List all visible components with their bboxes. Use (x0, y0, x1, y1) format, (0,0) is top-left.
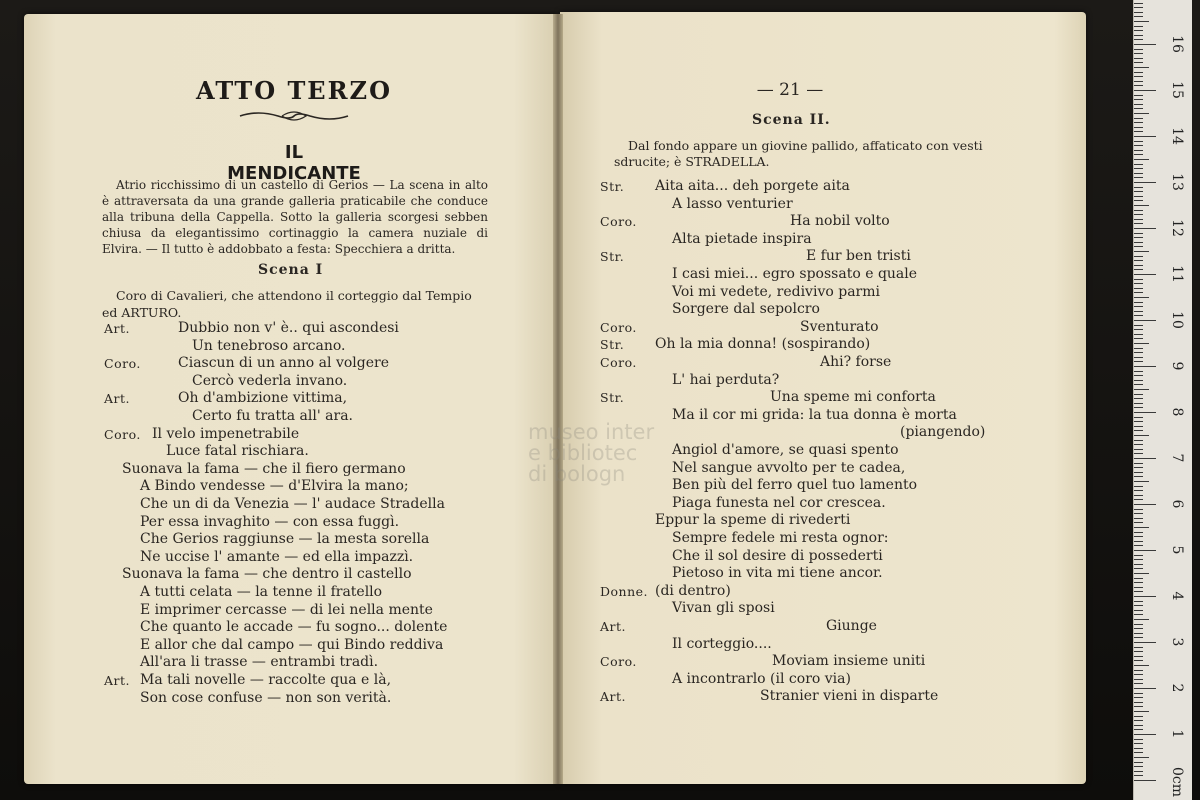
ruler-tick (1134, 127, 1143, 128)
ruler-tick (1134, 122, 1143, 123)
ruler-tick (1134, 780, 1156, 781)
ruler-tick (1134, 453, 1143, 454)
ruler-number: 5 (1169, 545, 1185, 555)
ruler-tick (1134, 463, 1143, 464)
ruler-tick (1134, 223, 1143, 224)
verse-line: Ciascun di un anno al volgere (178, 355, 389, 372)
verse-line: All'ara li trasse — entrambi tradì. (140, 654, 379, 671)
ruler-tick (1134, 159, 1149, 160)
ruler-tick (1134, 173, 1143, 174)
ruler-tick (1134, 380, 1143, 381)
ruler-tick (1134, 366, 1156, 367)
ruler-tick (1134, 389, 1149, 390)
ruler-tick (1134, 177, 1143, 178)
ruler-tick (1134, 44, 1156, 45)
watermark-text (528, 422, 688, 485)
ruler-tick (1134, 16, 1143, 17)
ruler-tick (1134, 131, 1143, 132)
measurement-ruler (1133, 0, 1192, 800)
ruler-number: 9 (1169, 361, 1185, 371)
ruler-tick (1134, 757, 1149, 758)
speaker-label: Art. (104, 673, 130, 688)
verse-line: Ha nobil volto (790, 213, 890, 230)
ruler-tick (1134, 729, 1143, 730)
verse-line: Oh d'ambizione vittima, (178, 390, 348, 407)
ruler-number: 14 (1169, 127, 1185, 145)
verse-line: A lasso venturier (672, 195, 793, 212)
watermark-line: di bologn (528, 462, 626, 486)
ruler-tick (1134, 417, 1143, 418)
ruler-tick (1134, 605, 1143, 606)
ruler-tick (1134, 35, 1143, 36)
ruler-number: 12 (1169, 219, 1185, 237)
ruler-tick (1134, 265, 1143, 266)
verse-line: Ben più del ferro quel tuo lamento (672, 477, 918, 494)
ruler-tick (1134, 762, 1143, 763)
ruler-tick (1134, 555, 1143, 556)
ruler-tick (1134, 637, 1143, 638)
ruler-tick (1134, 311, 1143, 312)
ruler-number: 1 (1169, 729, 1185, 739)
verse-line: Sempre fedele mi resta ognor: (672, 530, 889, 546)
ruler-tick (1134, 320, 1156, 321)
ruler-tick (1134, 375, 1143, 376)
verse-line: Ma il cor mi grida: la tua donna è morta (672, 406, 957, 423)
verse-line: Luce fatal rischiara. (166, 443, 309, 460)
ruler-tick (1134, 205, 1149, 206)
verse-line: Angiol d'amore, se quasi spento (672, 442, 899, 458)
ruler-tick (1134, 518, 1143, 519)
ruler-tick (1134, 325, 1143, 326)
ruler-tick (1134, 191, 1143, 192)
ruler-tick (1134, 578, 1143, 579)
verse-line: Che quanto le accade — fu sogno... dolente (140, 619, 448, 636)
ruler-tick (1134, 30, 1143, 31)
verse-line: Oh la mia donna! (sospirando) (655, 336, 871, 353)
speaker-label: Coro. (600, 355, 637, 370)
verse-line: Son cose confuse — non son verità. (140, 689, 392, 706)
verse-line: Aita aita... deh porgete aita (655, 178, 850, 194)
ruler-tick (1134, 619, 1149, 620)
verse-line: Il velo impenetrabile (152, 425, 300, 442)
ruler-tick (1134, 426, 1143, 427)
ruler-tick (1134, 214, 1143, 215)
scene-subtitle: IL MENDICANTE (227, 142, 361, 184)
ruler-tick (1134, 113, 1149, 114)
verse-line: Nel sangue avvolto per te cadea, (672, 459, 906, 476)
ruler-number: 15 (1169, 81, 1185, 99)
ruler-tick (1134, 665, 1149, 666)
ruler-tick (1134, 610, 1143, 611)
ruler-tick (1134, 85, 1143, 86)
ruler-tick (1134, 536, 1143, 537)
ruler-tick (1134, 118, 1143, 119)
ruler-tick (1134, 352, 1143, 353)
ruler-tick (1134, 49, 1143, 50)
speaker-label: Art. (104, 391, 130, 407)
verse-line: Suonava la fama — che dentro il castello (122, 566, 412, 583)
speaker-label: Art. (600, 619, 626, 634)
ruler-tick (1134, 752, 1143, 753)
ruler-number: 3 (1169, 637, 1185, 647)
verse-line: Una speme mi conforta (770, 389, 936, 406)
ruler-tick (1134, 279, 1143, 280)
ruler-tick (1134, 545, 1143, 546)
ruler-tick (1134, 150, 1143, 151)
ruler-tick (1134, 624, 1143, 625)
ruler-tick (1134, 720, 1143, 721)
ruler-number: 2 (1169, 683, 1185, 693)
ruler-tick (1134, 168, 1143, 169)
ruler-tick (1134, 743, 1143, 744)
ruler-tick (1134, 564, 1143, 565)
verse-line: Sorgere dal sepolcro (672, 301, 820, 318)
ruler-tick (1134, 499, 1143, 500)
ruler-tick (1134, 591, 1143, 592)
ruler-tick (1134, 532, 1143, 533)
verse-line: Per essa invaghito — con essa fuggì. (140, 513, 400, 530)
ruler-tick (1134, 702, 1143, 703)
ruler-tick (1134, 200, 1143, 201)
ruler-tick (1134, 771, 1143, 772)
ruler-tick (1134, 343, 1149, 344)
ruler-tick (1134, 141, 1143, 142)
verse-line: Moviam insieme uniti (772, 653, 926, 670)
ruler-tick (1134, 302, 1143, 303)
watermark-line: museo inter (528, 420, 655, 444)
ruler-tick (1134, 716, 1143, 717)
speaker-label: Coro. (600, 654, 637, 670)
ruler-tick (1134, 99, 1143, 100)
ruler-tick (1134, 237, 1143, 238)
ruler-tick (1134, 12, 1143, 13)
ruler-tick (1134, 407, 1143, 408)
ruler-tick (1134, 660, 1143, 661)
ruler-tick (1134, 251, 1149, 252)
verse-line: (piangendo) (900, 424, 986, 441)
ruler-tick (1134, 21, 1149, 22)
ruler-tick (1134, 725, 1143, 726)
verse-line: Dubbio non v' è.. qui ascondesi (178, 320, 399, 336)
ruler-tick (1134, 647, 1143, 648)
ruler-tick (1134, 711, 1149, 712)
verse-line: Piaga funesta nel cor crescea. (672, 494, 886, 511)
ruler-tick (1134, 628, 1143, 629)
ruler-tick (1134, 670, 1143, 671)
verse-line: A tutti celata — la tenne il fratello (140, 584, 383, 600)
speaker-label: Str. (600, 249, 625, 265)
ruler-tick (1134, 449, 1143, 450)
verse-line: Certo fu tratta all' ara. (192, 408, 353, 424)
verse-line: Alta pietade inspira (672, 230, 812, 247)
verse-line: Ma tali novelle — raccolte qua e là, (140, 672, 392, 688)
ruler-tick (1134, 522, 1143, 523)
ruler-tick (1134, 357, 1143, 358)
ruler-tick (1134, 490, 1143, 491)
verse-line: A incontrarlo (il coro via) (672, 670, 851, 687)
ruler-number: 7 (1169, 453, 1185, 463)
ruler-tick (1134, 587, 1143, 588)
ruler-tick (1134, 39, 1143, 40)
ruler-tick (1134, 440, 1143, 441)
ruler-tick (1134, 288, 1143, 289)
ruler-tick (1134, 95, 1143, 96)
ruler-tick (1134, 58, 1143, 59)
verse-line: Stranier vieni in disparte (760, 688, 939, 705)
verse-line: Suonava la fama — che il fiero germano (122, 460, 406, 477)
ruler-tick (1134, 242, 1143, 243)
ruler-tick (1134, 260, 1143, 261)
ruler-tick (1134, 145, 1143, 146)
ruler-number: 4 (1169, 591, 1185, 601)
ruler-tick (1134, 739, 1143, 740)
verse-line: E imprimer cercasse — di lei nella mente (140, 601, 433, 618)
verse-line: Sventurato (800, 318, 879, 335)
ruler-tick (1134, 697, 1143, 698)
ruler-tick (1134, 81, 1143, 82)
speaker-label: Coro. (104, 356, 141, 372)
ruler-tick (1134, 775, 1143, 776)
ruler-tick (1134, 734, 1156, 735)
ruler-tick (1134, 210, 1143, 211)
ruler-tick (1134, 104, 1143, 105)
speaker-label: Str. (600, 390, 625, 406)
ruler-tick (1134, 559, 1143, 560)
verse-line: I casi miei... egro spossato e quale (672, 266, 918, 282)
verse-line: Giunge (826, 618, 877, 634)
verse-line: Che il sol desire di possederti (672, 547, 883, 564)
ruler-tick (1134, 182, 1156, 183)
ruler-tick (1134, 748, 1143, 749)
ruler-tick (1134, 219, 1143, 220)
verse-line: Che un di da Venezia — l' audace Stradella (140, 496, 445, 512)
ruler-tick (1134, 384, 1143, 385)
ruler-tick (1134, 596, 1156, 597)
ruler-tick (1134, 679, 1143, 680)
ruler-tick (1134, 334, 1143, 335)
verse-line: Un tenebroso arcano. (192, 337, 346, 354)
ruler-tick (1134, 256, 1143, 257)
ruler-tick (1134, 430, 1143, 431)
ruler-tick (1134, 108, 1143, 109)
ruler-tick (1134, 403, 1143, 404)
speaker-label: Str. (600, 337, 625, 353)
verse-line: Vivan gli sposi (672, 600, 775, 617)
speaker-label: Coro. (104, 426, 141, 442)
ruler-tick (1134, 269, 1143, 270)
ruler-tick (1134, 53, 1143, 54)
verse-line: L' hai perduta? (672, 371, 780, 388)
ruler-tick (1134, 72, 1143, 73)
verse-line: Voi mi vedete, redivivo parmi (672, 283, 880, 300)
ruler-tick (1134, 67, 1149, 68)
ruler-tick (1134, 541, 1143, 542)
ruler-tick (1134, 683, 1143, 684)
ruler-tick (1134, 187, 1143, 188)
ruler-tick (1134, 412, 1156, 413)
verse-line: E fur ben tristi (806, 248, 911, 265)
ruler-tick (1134, 292, 1143, 293)
ruler-tick (1134, 26, 1143, 27)
verse-line: Ahi? forse (820, 354, 892, 370)
scene-intro-2: Dal fondo appare un giovine pallido, affaticato con vesti sdrucite; è STRADELLA. (614, 138, 983, 169)
ruler-tick (1134, 504, 1156, 505)
ruler-tick (1134, 274, 1156, 275)
ruler-tick (1134, 90, 1156, 91)
watermark-line: e bibliotec (528, 441, 638, 465)
ruler-tick (1134, 601, 1143, 602)
ruler-tick (1134, 233, 1143, 234)
verse-line: Che Gerios raggiunse — la mesta sorella (140, 531, 430, 548)
ruler-tick (1134, 329, 1143, 330)
ruler-tick (1134, 76, 1143, 77)
speaker-label: Art. (104, 321, 130, 336)
ruler-tick (1134, 283, 1143, 284)
ruler-tick (1134, 633, 1143, 634)
ruler-tick (1134, 656, 1143, 657)
verse-line: E allor che dal campo — qui Bindo reddiva (140, 636, 444, 653)
ruler-number: 16 (1169, 35, 1185, 53)
verse-line: A Bindo vendesse — d'Elvira la mano; (140, 478, 409, 495)
verse-line: Il corteggio.... (672, 635, 772, 652)
scene-heading-2: Scena II. (752, 112, 831, 128)
ruler-tick (1134, 154, 1143, 155)
ruler-tick (1134, 472, 1143, 473)
ruler-tick (1134, 495, 1143, 496)
ruler-tick (1134, 693, 1143, 694)
ruler-tick (1134, 766, 1143, 767)
ruler-number: 6 (1169, 499, 1185, 509)
speaker-label: Art. (600, 689, 626, 705)
stage-description: Atrio ricchissimo di un castello di Gerios — La scena in alto è attraversata da una grande galleria praticabile che conduce alla tribuna della Cappella. Sotto la galleria scorgesi sebben chiusa da elegantissimo cortinaggio la camera nuziale di Elvira. — Il tutto è addobbato a festa: Specchiera a dritta. (102, 178, 488, 256)
ruler-tick (1134, 136, 1156, 137)
ruler-tick (1134, 421, 1143, 422)
page-number: — 21 — (756, 80, 824, 100)
ruler-tick (1134, 467, 1143, 468)
act-title: ATTO TERZO (196, 76, 392, 105)
ruler-tick (1134, 674, 1143, 675)
ornament-divider-icon (238, 108, 350, 124)
verse-line: Cercò vederla invano. (192, 372, 348, 389)
verse-line: Pietoso in vita mi tiene ancor. (672, 565, 883, 582)
ruler-tick (1134, 338, 1143, 339)
ruler-tick (1134, 62, 1143, 63)
ruler-tick (1134, 315, 1143, 316)
ruler-tick (1134, 527, 1149, 528)
ruler-tick (1134, 550, 1156, 551)
ruler-tick (1134, 196, 1143, 197)
ruler-tick (1134, 164, 1143, 165)
verse-line: Eppur la speme di rivederti (655, 512, 851, 529)
speaker-label: Coro. (600, 319, 637, 335)
ruler-tick (1134, 398, 1143, 399)
ruler-tick (1134, 706, 1143, 707)
ruler-tick (1134, 688, 1156, 689)
ruler-tick (1134, 481, 1149, 482)
ruler-tick (1134, 246, 1143, 247)
ruler-tick (1134, 394, 1143, 395)
speaker-label: Donne. (600, 583, 649, 599)
ruler-tick (1134, 228, 1156, 229)
ruler-tick (1134, 573, 1149, 574)
ruler-tick (1134, 582, 1143, 583)
scene-heading-1: Scena I (258, 262, 324, 278)
ruler-tick (1134, 7, 1143, 8)
verse-line: (di dentro) (655, 582, 731, 599)
ruler-tick (1134, 513, 1143, 514)
speaker-label: Coro. (600, 214, 637, 230)
ruler-tick (1134, 568, 1143, 569)
ruler-tick (1134, 3, 1143, 4)
ruler-tick (1134, 614, 1143, 615)
book-gutter (553, 14, 563, 784)
ruler-tick (1134, 642, 1156, 643)
ruler-number: 0cm (1169, 767, 1185, 798)
ruler-tick (1134, 476, 1143, 477)
ruler-number: 8 (1169, 407, 1185, 417)
ruler-number: 11 (1169, 265, 1185, 283)
ruler-tick (1134, 348, 1143, 349)
ruler-tick (1134, 444, 1143, 445)
ruler-tick (1134, 458, 1156, 459)
ruler-tick (1134, 509, 1143, 510)
ruler-tick (1134, 371, 1143, 372)
speaker-label: Str. (600, 179, 625, 194)
scene-intro-1: Coro di Cavalieri, che attendono il corteggio dal Tempio ed ARTURO. (102, 288, 472, 320)
ruler-tick (1134, 435, 1149, 436)
verse-line: Ne uccise l' amante — ed ella impazzì. (140, 548, 414, 565)
ruler-tick (1134, 361, 1143, 362)
ruler-tick (1134, 651, 1143, 652)
ruler-tick (1134, 306, 1143, 307)
ruler-tick (1134, 297, 1149, 298)
ruler-number: 13 (1169, 173, 1185, 191)
ruler-tick (1134, 486, 1143, 487)
ruler-number: 10 (1169, 311, 1185, 329)
